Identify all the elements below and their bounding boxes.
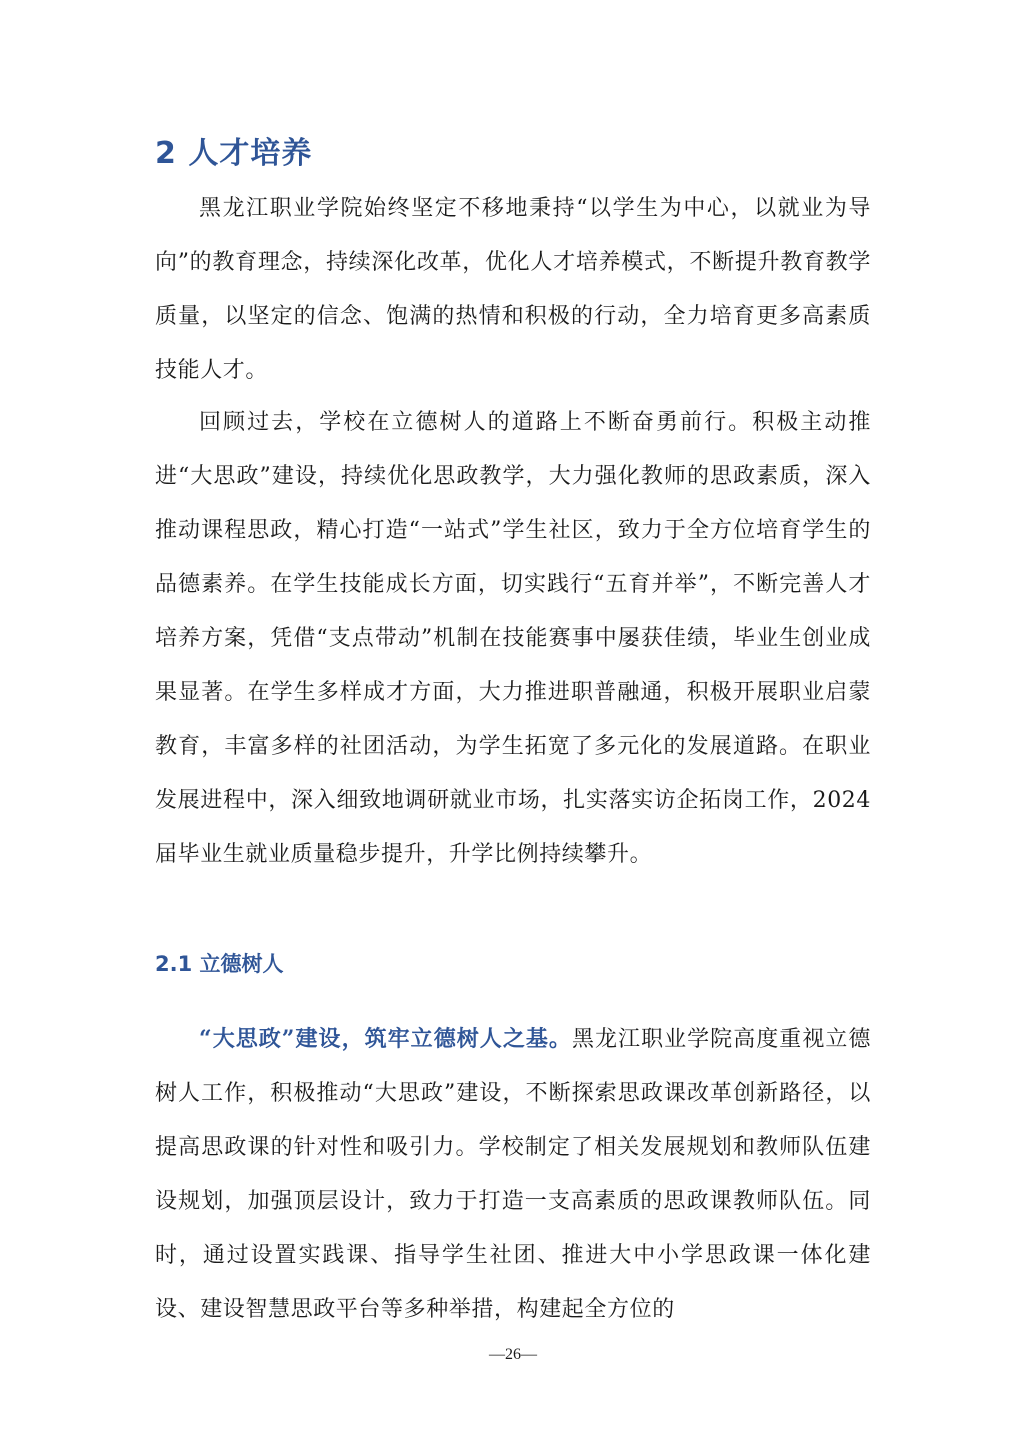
paragraph-lead-phrase: “大思政”建设，筑牢立德树人之基。 xyxy=(199,1026,572,1052)
page-number: —26— xyxy=(489,1346,537,1363)
section-heading: 2 人才培养 xyxy=(155,136,313,171)
intro-paragraph: 黑龙江职业学院始终坚定不移地秉持“以学生为中心，以就业为导向”的教育理念，持续深化改革，优化人才培养模式，不断提升教育教学质量，以坚定的信念、饱满的热情和积极的行动，全力培育更多高素质技能人才。 xyxy=(155,196,871,383)
paragraph-body-text: 黑龙江职业学院高度重视立德树人工作，积极推动“大思政”建设，不断探索思政课改革创新路径，以提高思政课的针对性和吸引力。学校制定了相关发展规划和教师队伍建设规划，加强顶层设计，致力于打造一支高素质的思政课教师队伍。同时，通过设置实践课、指导学生社团、推进大中小学思政课一体化建设、建设智慧思政平台等多种举措，构建起全方位的 xyxy=(155,1027,871,1322)
subsection-heading: 2.1 立德树人 xyxy=(155,952,284,976)
subsection-paragraph xyxy=(155,1012,871,1337)
review-paragraph: 回顾过去，学校在立德树人的道路上不断奋勇前行。积极主动推进“大思政”建设，持续优化思政教学，大力强化教师的思政素质，深入推动课程思政，精心打造“一站式”学生社区，致力于全方位培育学生的品德素养。在学生技能成长方面，切实践行“五育并举”，不断完善人才培养方案，凭借“支点带动”机制在技能赛事中屡获佳绩，毕业生创业成果显著。在学生多样成才方面，大力推进职普融通，积极开展职业启蒙教育，丰富多样的社团活动，为学生拓宽了多元化的发展道路。在职业发展进程中，深入细致地调研就业市场，扎实落实访企拓岗工作，2024 届毕业生就业质量稳步提升，升学比例持续攀升。 xyxy=(155,410,871,867)
